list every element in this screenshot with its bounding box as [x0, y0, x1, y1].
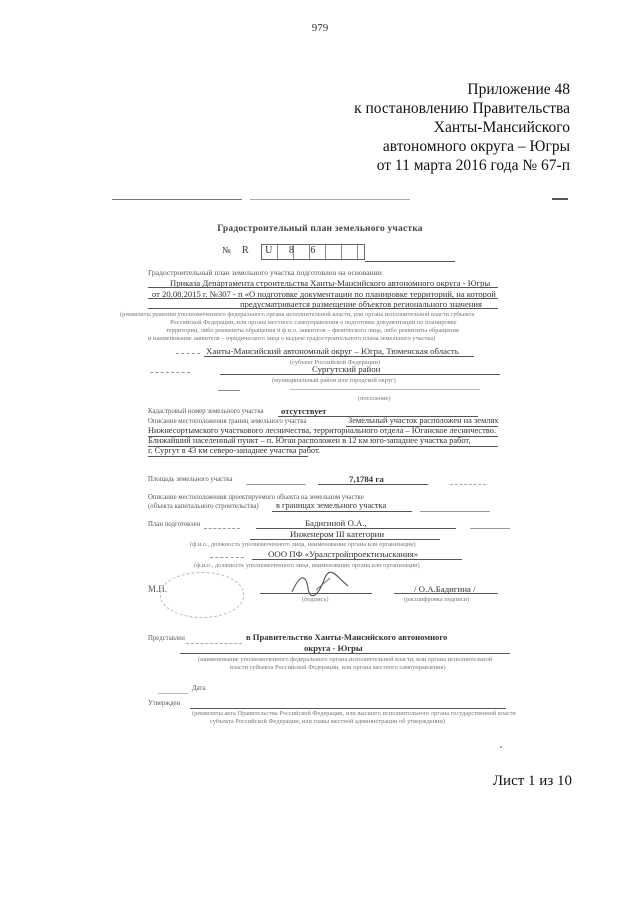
- line: [272, 511, 412, 512]
- appendix-line-5: от 11 марта 2016 года № 67-п: [376, 157, 570, 174]
- stamp-outline: [160, 572, 244, 618]
- submitted-caption-1: (наименование уполномоченного федерального органа исполнительной власти, или органа исполнительной: [198, 656, 493, 663]
- line: [318, 484, 428, 485]
- scan-speck: [500, 746, 502, 748]
- line: [218, 390, 240, 391]
- district-value: Сургутский район: [312, 364, 381, 374]
- description-text-1: Земельный участок расположен на землях: [348, 416, 499, 425]
- submitted-caption-2: власти субъекта Российской Федерации, или органа местного самоуправления): [230, 664, 446, 671]
- line: [450, 484, 486, 485]
- description-text-2: Нижнесортымского участкового лесничества, территориального отдела – Юганское лесничество.: [148, 426, 496, 435]
- order-line-2: от 20.08.2015 г. №307 - п «О подготовке документации по планировке территорий, на которой: [152, 289, 496, 299]
- prepared-by-caption: (ф.и.о., должность уполномоченного лица, наименование органа или организации): [190, 541, 416, 548]
- location-caption: (субъект Российской Федерации): [290, 359, 381, 366]
- number-prefix: №: [222, 245, 231, 255]
- prepared-by-name: Бадигиной О.А.,: [305, 518, 367, 528]
- submitted-value-2: округа - Югры: [304, 643, 363, 653]
- line: [252, 559, 462, 560]
- area-label: Площадь земельного участка: [148, 476, 233, 483]
- number-value: R U 8 6: [242, 245, 323, 256]
- line: [246, 484, 306, 485]
- line: [176, 353, 200, 354]
- design-value: в границах земельного участка: [276, 501, 387, 510]
- area-value: 7,1784 га: [349, 474, 384, 484]
- cadastral-label: Кадастровый номер земельного участка: [148, 408, 264, 415]
- scan-rule: [552, 198, 568, 200]
- submitted-label: Представлен: [148, 635, 185, 642]
- scan-rule: [112, 199, 242, 200]
- order-line-3: предусматривается размещение объектов регионального значения: [240, 299, 482, 309]
- appendix-line-4: автономного округа – Югры: [382, 138, 570, 155]
- organization-caption: (ф.и.о., должность уполномоченного лица, наименование органа или организации): [194, 562, 420, 569]
- appendix-line-2: к постановлению Правительства: [354, 100, 570, 117]
- submitted-value-1: в Правительство Ханты-Мансийского автономного: [246, 632, 448, 642]
- line: [210, 557, 244, 558]
- page-number: 979: [311, 22, 329, 34]
- line: [420, 511, 490, 512]
- line: [186, 643, 242, 644]
- description-text-3: Ближайший населенный пункт – п. Юган расположен в 12 км юго-западнее участка работ,: [148, 436, 471, 445]
- settlement-caption: (поселение): [358, 395, 391, 402]
- fine-print-4: и наименование заявителя – юридического лица о выдаче градостроительного плана земельного участка): [148, 335, 436, 342]
- form-title: Градостроительный план земельного участка: [217, 224, 423, 234]
- fine-print-1: (реквизиты решения уполномоченного федерального органа исполнительной власти, или органа исполнительной власти субъекта: [120, 311, 475, 318]
- description-text-4: г. Сургут в 43 км северо-западнее участка работ.: [148, 446, 321, 455]
- appendix-header: [270, 80, 570, 175]
- description-label: Описание местоположения границ земельного участка: [148, 418, 307, 425]
- signature-name-caption: (расшифровка подписи): [404, 596, 470, 603]
- line: [204, 528, 240, 529]
- design-label-1: Описание местоположения проектируемого объекта на земельном участке: [148, 494, 364, 501]
- number-underline: [365, 261, 455, 262]
- approved-caption-1: (реквизиты акта Правительства Российской Федерации, или высшего исполнительного органа государственной власти: [192, 710, 516, 717]
- appendix-line-3: Ханты-Мансийского: [433, 119, 570, 136]
- order-line-1: Приказа Департамента строительства Ханты-Мансийского автономного округа - Югры: [170, 278, 491, 288]
- line: [346, 426, 498, 427]
- line: [148, 456, 308, 457]
- sheet-counter: Лист 1 из 10: [492, 773, 572, 789]
- location-value: Ханты-Мансийский автономный округ – Югра, Тюменская область: [206, 346, 459, 356]
- mp-label: М.П.: [148, 584, 168, 594]
- prepared-by-role: Инженером III категории: [290, 529, 385, 539]
- line: [394, 593, 498, 594]
- approved-caption-2: субъекта Российской Федерации, или главы местной администрации об утверждении): [210, 718, 445, 725]
- design-label-2: (объекта капитального строительства): [148, 503, 259, 510]
- line: [150, 372, 190, 373]
- line: [148, 287, 498, 288]
- date-label: Дата: [192, 685, 206, 692]
- line: [148, 436, 498, 437]
- signature-name: / О.А.Бадигина /: [414, 584, 476, 594]
- organization: ООО ПФ «Уралстройпроектизыскания»: [268, 549, 419, 559]
- line: [204, 356, 474, 357]
- line: [158, 693, 188, 694]
- line: [220, 374, 500, 375]
- scan-rule: [250, 199, 410, 200]
- line: [148, 446, 498, 447]
- line: [290, 389, 480, 390]
- line: [470, 528, 510, 529]
- basis-label: Градостроительный план земельного участка подготовлен на основании: [148, 268, 382, 277]
- approved-label: Утвержден: [148, 700, 181, 707]
- line: [260, 593, 372, 594]
- signature-caption: (подпись): [302, 596, 329, 603]
- fine-print-2: Российской Федерации, или органа местного самоуправления о подготовке документации по планировке: [170, 319, 457, 326]
- line: [148, 308, 498, 309]
- prepared-by-label: План подготовлен: [148, 521, 201, 528]
- line: [148, 298, 498, 299]
- appendix-line-1: Приложение 48: [467, 81, 570, 98]
- line: [180, 653, 510, 654]
- cadastral-value: отсутствует: [281, 406, 327, 416]
- fine-print-3: территории, либо реквизиты обращения и ф.и.о. заявителя – физического лица, либо реквизиты обращения: [166, 327, 459, 334]
- district-caption: (муниципальный район или городской округ): [272, 377, 396, 384]
